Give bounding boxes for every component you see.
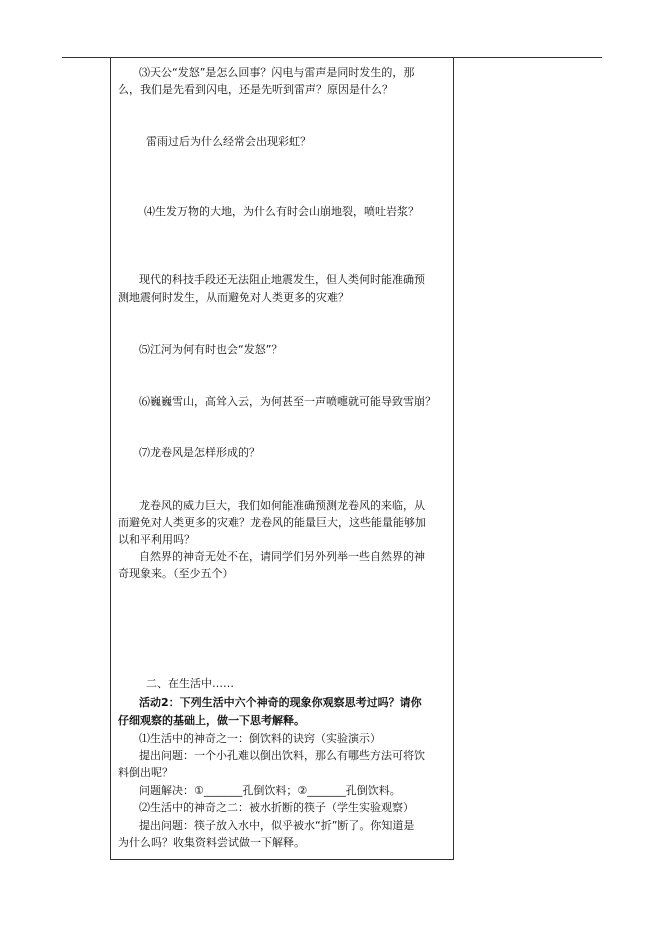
- q4-question: ⑷生发万物的大地，为什么有时会山崩地裂，喷吐岩浆？: [144, 205, 419, 218]
- quake-line2: 测地震何时发生，从而避免对人类更多的灾难？: [118, 291, 349, 304]
- q6-question: ⑹巍巍雪山，高耸入云，为何甚至一声喷嚏就可能导致雪崩？: [139, 395, 436, 408]
- quake-line1: 现代的科技手段还无法阻止地震发生，但人类何时能准确预: [139, 273, 425, 286]
- life2-title: ⑵生活中的神奇之二：被水折断的筷子（学生实验观察）: [139, 801, 414, 814]
- rainbow-question: 雷雨过后为什么经常会出现彩虹？: [146, 135, 311, 148]
- table-bottom-border: [110, 859, 454, 860]
- life2-question-line2: 为什么吗？收集资料尝试做一下解释。: [118, 836, 305, 849]
- tornado-line3: 以和平利用吗？: [118, 533, 195, 546]
- header-rule: [62, 57, 602, 58]
- q5-question: ⑸江河为何有时也会“发怒”？: [139, 343, 283, 356]
- table-left-border: [110, 58, 111, 859]
- life1-question-line2: 料倒出呢？: [118, 766, 173, 779]
- q7-question: ⑺龙卷风是怎样形成的？: [139, 446, 260, 459]
- life1-solution: 问题解决：①_______孔倒饮料；②_______孔倒饮料。: [139, 784, 401, 797]
- section-2-heading: 二、在生活中……: [146, 677, 234, 690]
- life1-question-line1: 提出问题：一个小孔难以倒出饮料，那么有哪些方法可将饮: [139, 749, 425, 762]
- life2-question-line1: 提出问题：筷子放入水中，似乎被水“折”断了。你知道是: [139, 819, 415, 832]
- life1-title: ⑴生活中的神奇之一：倒饮料的诀窍（实验演示）: [139, 732, 381, 745]
- tornado-line2: 而避免对人类更多的灾难？龙卷风的能量巨大，这些能量能够加: [118, 516, 426, 529]
- nature-line1: 自然界的神奇无处不在，请同学们另外列举一些自然界的神: [139, 550, 425, 563]
- activity2-line1: 活动2：下列生活中六个神奇的现象你观察思考过吗？请你: [139, 696, 422, 709]
- activity2-line2: 仔细观察的基础上，做一下思考解释。: [118, 714, 305, 727]
- tornado-line1: 龙卷风的威力巨大，我们如何能准确预测龙卷风的来临，从: [139, 499, 425, 512]
- nature-line2: 奇现象来。（至少五个）: [118, 567, 234, 580]
- q3-line1: ⑶天公“发怒”是怎么回事？闪电与雷声是同时发生的，那: [139, 66, 415, 79]
- q3-line2: 么，我们是先看到闪电，还是先听到雷声？原因是什么？: [118, 83, 393, 96]
